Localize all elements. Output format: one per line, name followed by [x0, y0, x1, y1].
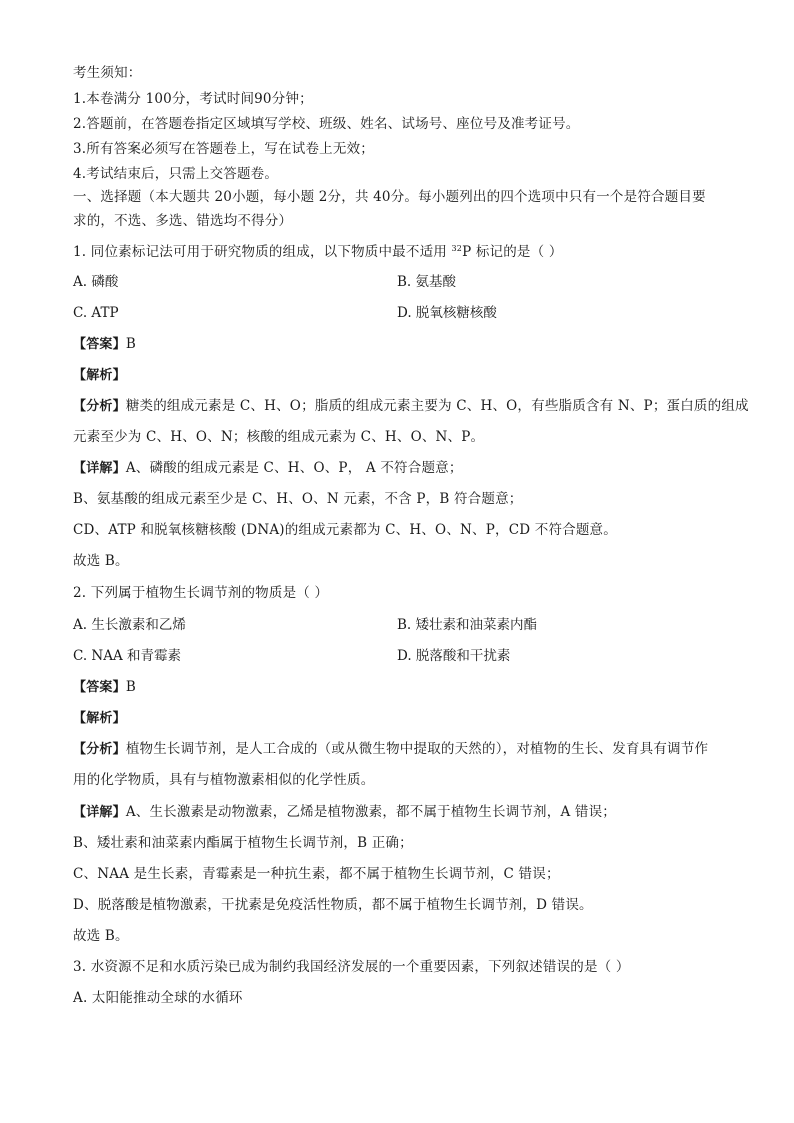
q1-detail-a: 【详解】A、磷酸的组成元素是 C、H、O、P， A 不符合题意； [73, 460, 463, 476]
notice-item-3: 3.所有答案必须写在答题卷上，写在试卷上无效； [73, 141, 374, 157]
q1-answer: 【答案】B [73, 336, 136, 352]
q1-detail-cd: CD、ATP 和脱氧核糖核酸 (DNA)的组成元素都为 C、H、O、N、P，CD 不符合题意。 [73, 522, 617, 538]
q1-option-a: A. 磷酸 [73, 274, 119, 290]
section-title-line-2: 求的，不选、多选、错选均不得分） [73, 213, 293, 229]
q2-detail-a: 【详解】A、生长激素是动物激素，乙烯是植物激素，都不属于植物生长调节剂，A 错误； [73, 804, 617, 820]
q2-option-d: D. 脱落酸和干扰素 [397, 648, 511, 664]
superscript-32: 32 [451, 244, 463, 253]
q2-fenxi-line-1: 【分析】植物生长调节剂，是人工合成的（或从微生物中提取的天然的），对植物的生长、发育具有调节作 [73, 741, 709, 757]
q2-conclusion: 故选 B。 [73, 928, 129, 944]
q2-fenxi-line-2: 用的化学物质，具有与植物激素相似的化学性质。 [73, 772, 375, 788]
q1-conclusion: 故选 B。 [73, 553, 129, 569]
question-1-stem: 1. 同位素标记法可用于研究物质的组成，以下物质中最不适用 $^{32}$P 标记的是（ ） [73, 244, 563, 260]
notice-heading: 考生须知： [73, 65, 142, 81]
q2-detail-b: B、矮壮素和油菜素内酯属于植物生长调节剂，B 正确； [73, 835, 413, 851]
q1-analysis-tag: 【解析】 [73, 368, 126, 383]
q1-fenxi-line-2: 元素至少为 C、H、O、N；核酸的组成元素为 C、H、O、N、P。 [73, 429, 485, 445]
q3-option-a: A. 太阳能推动全球的水循环 [73, 990, 243, 1006]
q2-option-b: B. 矮壮素和油菜素内酯 [397, 617, 538, 633]
question-3-stem: 3. 水资源不足和水质污染已成为制约我国经济发展的一个重要因素，下列叙述错误的是（ ） [73, 959, 630, 975]
q1-option-d: D. 脱氧核糖核酸 [397, 305, 497, 321]
q2-option-c: C. NAA 和青霉素 [73, 648, 182, 664]
q1-fenxi-line-1: 【分析】糖类的组成元素是 C、H、O；脂质的组成元素主要为 C、H、O，有些脂质含有 N、P；蛋白质的组成 [73, 398, 749, 414]
section-title-line-1: 一、选择题（本大题共 20小题，每小题 2分，共 40分。每小题列出的四个选项中只有一个是符合题目要 [73, 189, 706, 205]
q1-detail-b: B、氨基酸的组成元素至少是 C、H、O、N 元素，不含 P，B 符合题意； [73, 491, 523, 507]
q2-option-a: A. 生长激素和乙烯 [73, 617, 186, 633]
q1-option-b: B. 氨基酸 [397, 274, 457, 290]
notice-item-4: 4.考试结束后，只需上交答题卷。 [73, 166, 279, 182]
q1-option-c: C. ATP [73, 305, 119, 321]
q2-detail-d: D、脱落酸是植物激素，干扰素是免疫活性物质，都不属于植物生长调节剂，D 错误。 [73, 897, 593, 913]
notice-item-1: 1.本卷满分 100分，考试时间90分钟； [73, 91, 313, 107]
notice-item-2: 2.答题前，在答题卷指定区域填写学校、班级、姓名、试场号、座位号及准考证号。 [73, 116, 580, 132]
question-2-stem: 2. 下列属于植物生长调节剂的物质是（ ） [73, 585, 329, 601]
q2-analysis-tag: 【解析】 [73, 711, 126, 726]
q2-detail-c: C、NAA 是生长素，青霉素是一种抗生素，都不属于植物生长调节剂，C 错误； [73, 866, 560, 882]
q2-answer: 【答案】B [73, 679, 136, 695]
